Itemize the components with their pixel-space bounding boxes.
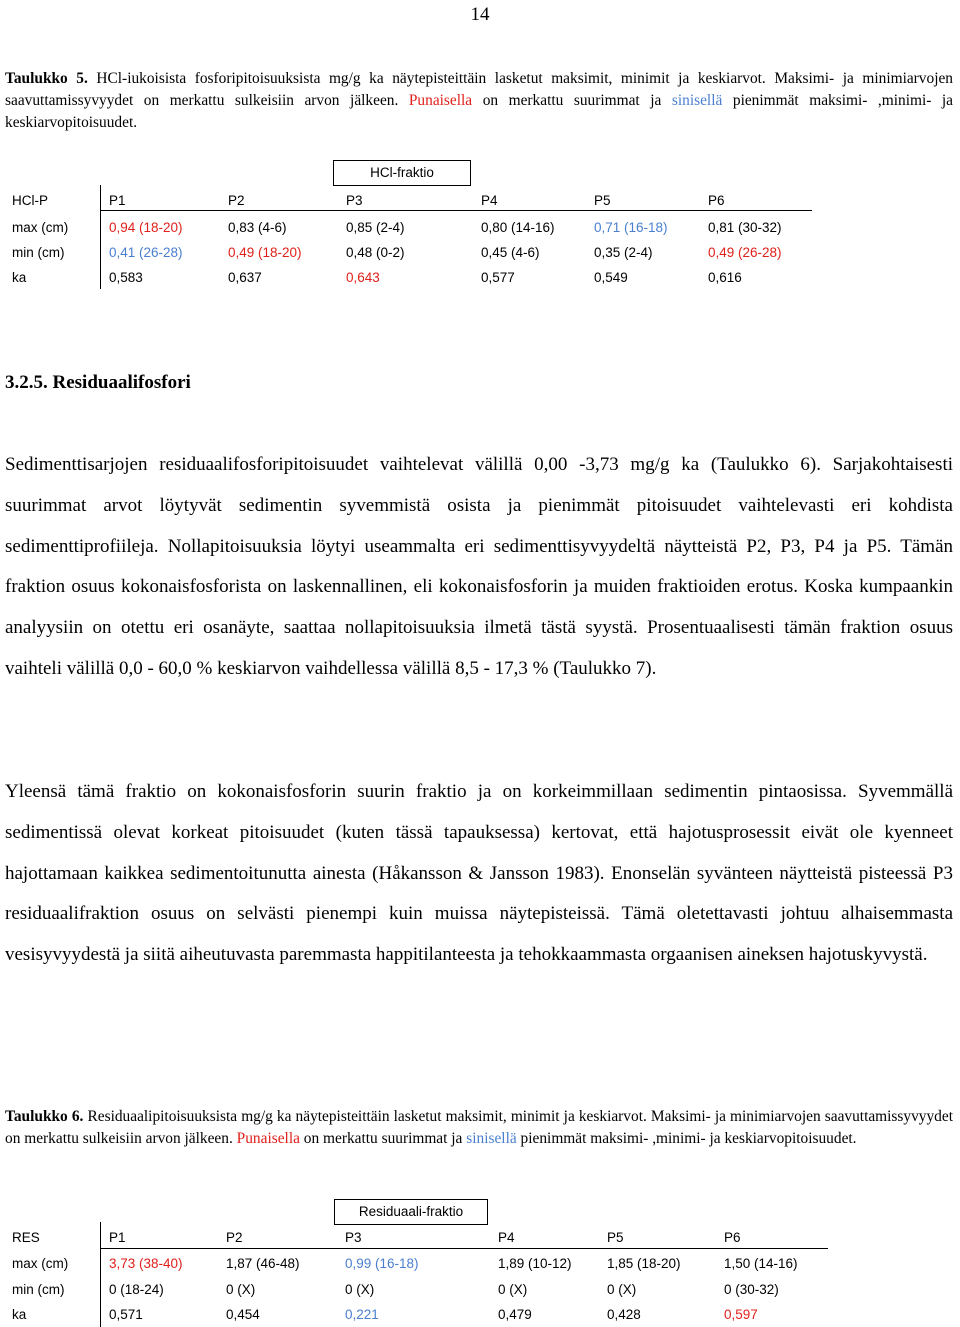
table5-row-label: max (cm) <box>12 220 69 235</box>
table6-caption <box>5 1106 953 1150</box>
table5-col-header-p4: P4 <box>481 193 498 208</box>
table5-col-header-p6: P6 <box>708 193 725 208</box>
table6-cell: 0 (X) <box>345 1282 375 1297</box>
table6-caption-text-1: Residuaalipitoisuuksista mg/g ka näytepisteittäin lasketut maksimit, minimit ja keskiarvot. Maksimi- ja minimiarvojen saavuttamissyvyydet on merkattu sulkeisiin arvon jälkeen. <box>5 1108 953 1147</box>
page-number: 14 <box>470 4 490 25</box>
table6-cell: 1,50 (14-16) <box>724 1256 798 1271</box>
table5-cell: 0,85 (2-4) <box>346 220 405 235</box>
table6-caption-red-word: Punaisella <box>236 1130 300 1147</box>
table6-cell: 0,428 <box>607 1307 641 1322</box>
table5-cell: 0,80 (14-16) <box>481 220 555 235</box>
table6-col-header-p6: P6 <box>724 1230 741 1245</box>
paragraph-1: Sedimenttisarjojen residuaalifosforipitoisuudet vaihtelevat välillä 0,00 -3,73 mg/g ka (Taulukko 6). Sarjakohtaisesti suurimmat arvot löytyvät sedimentin syvemmistä osista ja pienimmät pitoisuudet vaihtelevasti eri kohdista sedimenttiprofiileja. Nollapitoisuuksia löytyi useammalta eri sedimenttisyvyydeltä näytteistä P2, P3, P4 ja P5. Tämän fraktion osuus kokonaisfosforista on laskennallinen, eli kokonaisfosforin ja muiden fraktioiden erotus. Koska kumpaankin analyysiin on otettu eri osanäyte, saattaa nollapitoisuuksia ilmetä tästä syystä. Prosentuaalisesti tämän fraktion osuus vaihteli välillä 0,0 - 60,0 % keskiarvon vaihdellessa välillä 8,5 - 17,3 % (Taulukko 7). <box>5 454 953 679</box>
table6-col-header-p5: P5 <box>607 1230 624 1245</box>
table5-header-rule <box>100 210 812 211</box>
table5-cell: 0,49 (18-20) <box>228 245 302 260</box>
table5-caption-text-1: HCl-iukoisista fosforipitoisuuksista mg/g ka näytepisteittäin lasketut maksimit, minimit ja keskiarvot. Maksimi- ja minimiarvojen saavuttamissyvyydet on merkattu sulkeisiin arvon jälkeen. <box>5 70 953 109</box>
table6-col-header-p4: P4 <box>498 1230 515 1245</box>
table5-caption-text-2: on merkattu suurimmat ja <box>482 92 662 109</box>
table6-cell: 1,85 (18-20) <box>607 1256 681 1271</box>
table6-cell: 1,89 (10-12) <box>498 1256 572 1271</box>
table5-cell: 0,616 <box>708 270 742 285</box>
table6-fraction-label: Residuaali-fraktio <box>334 1199 488 1225</box>
table5-caption-red-word: Punaisella <box>408 92 473 109</box>
table6-cell: 0,597 <box>724 1307 758 1322</box>
table5-cell: 0,35 (2-4) <box>594 245 653 260</box>
table5-cell: 0,637 <box>228 270 262 285</box>
table5-cell: 0,71 (16-18) <box>594 220 668 235</box>
table6-col-header-p3: P3 <box>345 1230 362 1245</box>
table6-cell: 0 (X) <box>226 1282 256 1297</box>
table6-header-rule <box>100 1248 828 1249</box>
table6-cell: 3,73 (38-40) <box>109 1256 183 1271</box>
table5-corner: HCl-P <box>12 193 48 208</box>
table5-caption-blue-word: sinisellä <box>671 92 723 109</box>
table5-cell: 0,41 (26-28) <box>109 245 183 260</box>
table5-cell: 0,83 (4-6) <box>228 220 287 235</box>
paragraph-2: Yleensä tämä fraktio on kokonaisfosforin suurin fraktio ja on korkeimmillaan sedimentin pintaosissa. Syvemmällä sedimentissä olevat korkeat pitoisuudet (kuten tässä tapauksessa) kertovat, että hajotusprosessit eivät ole kyenneet hajottamaan kaikkea sedimentoitunutta ainesta (Håkansson & Jansson 1983). Enonselän syvänteen näytteistä pisteessä P3 residuaalifraktion osuus on selvästi pienempi kuin muissa näytepisteissä. Tämä oletettavasti johtuu alhaisemmasta vesisyvyydestä ja siitä aiheutuvasta paremmasta happitilanteesta ja tehokkaammasta orgaanisen aineksen hajotuskyvystä. <box>5 781 953 966</box>
section-heading: 3.2.5. Residuaalifosfori <box>5 372 191 393</box>
table6-col-header-p1: P1 <box>109 1230 126 1245</box>
table5-cell: 0,49 (26-28) <box>708 245 782 260</box>
table5-cell: 0,583 <box>109 270 143 285</box>
table6-col-header-p2: P2 <box>226 1230 243 1245</box>
table6-row-label: ka <box>12 1307 27 1322</box>
table5-cell: 0,549 <box>594 270 628 285</box>
table6-cell: 0,479 <box>498 1307 532 1322</box>
table5-cell: 0,643 <box>346 270 380 285</box>
table6-cell: 0,454 <box>226 1307 260 1322</box>
table5-row-label: ka <box>12 270 27 285</box>
table5-col-header-p1: P1 <box>109 193 126 208</box>
table5-label-divider <box>100 185 101 289</box>
table6-cell: 0,571 <box>109 1307 143 1322</box>
table6-corner: RES <box>12 1230 40 1245</box>
table6-cell: 0 (30-32) <box>724 1282 779 1297</box>
table5-col-header-p5: P5 <box>594 193 611 208</box>
table6-caption-blue-word: sinisellä <box>466 1130 517 1147</box>
table5-row-label: min (cm) <box>12 245 65 260</box>
table5-col-header-p2: P2 <box>228 193 245 208</box>
table5-col-header-p3: P3 <box>346 193 363 208</box>
table6-caption-text-2: on merkattu suurimmat ja <box>303 1130 463 1147</box>
table5-fraction-label: HCl-fraktio <box>333 160 471 186</box>
table6-row-label: max (cm) <box>12 1256 69 1271</box>
table6-cell: 0 (18-24) <box>109 1282 164 1297</box>
table6-label-divider <box>100 1222 101 1327</box>
table5-caption-label: Taulukko 5. <box>5 70 88 87</box>
table5-caption <box>5 68 953 134</box>
table5-cell: 0,577 <box>481 270 515 285</box>
table5-cell: 0,81 (30-32) <box>708 220 782 235</box>
table5-cell: 0,45 (4-6) <box>481 245 540 260</box>
table6-cell: 0,221 <box>345 1307 379 1322</box>
table5-cell: 0,94 (18-20) <box>109 220 183 235</box>
table6-cell: 0 (X) <box>498 1282 528 1297</box>
table6-row-label: min (cm) <box>12 1282 65 1297</box>
table6-cell: 0 (X) <box>607 1282 637 1297</box>
table6-caption-label: Taulukko 6. <box>5 1108 84 1125</box>
table5-cell: 0,48 (0-2) <box>346 245 405 260</box>
table6-caption-text-3: pienimmät maksimi- ,minimi- ja keskiarvopitoisuudet. <box>520 1130 857 1147</box>
table6-cell: 0,99 (16-18) <box>345 1256 419 1271</box>
table5-caption-text-3: pienimmät maksimi- ,minimi- ja keskiarvopitoisuudet. <box>5 92 953 131</box>
table6-cell: 1,87 (46-48) <box>226 1256 300 1271</box>
